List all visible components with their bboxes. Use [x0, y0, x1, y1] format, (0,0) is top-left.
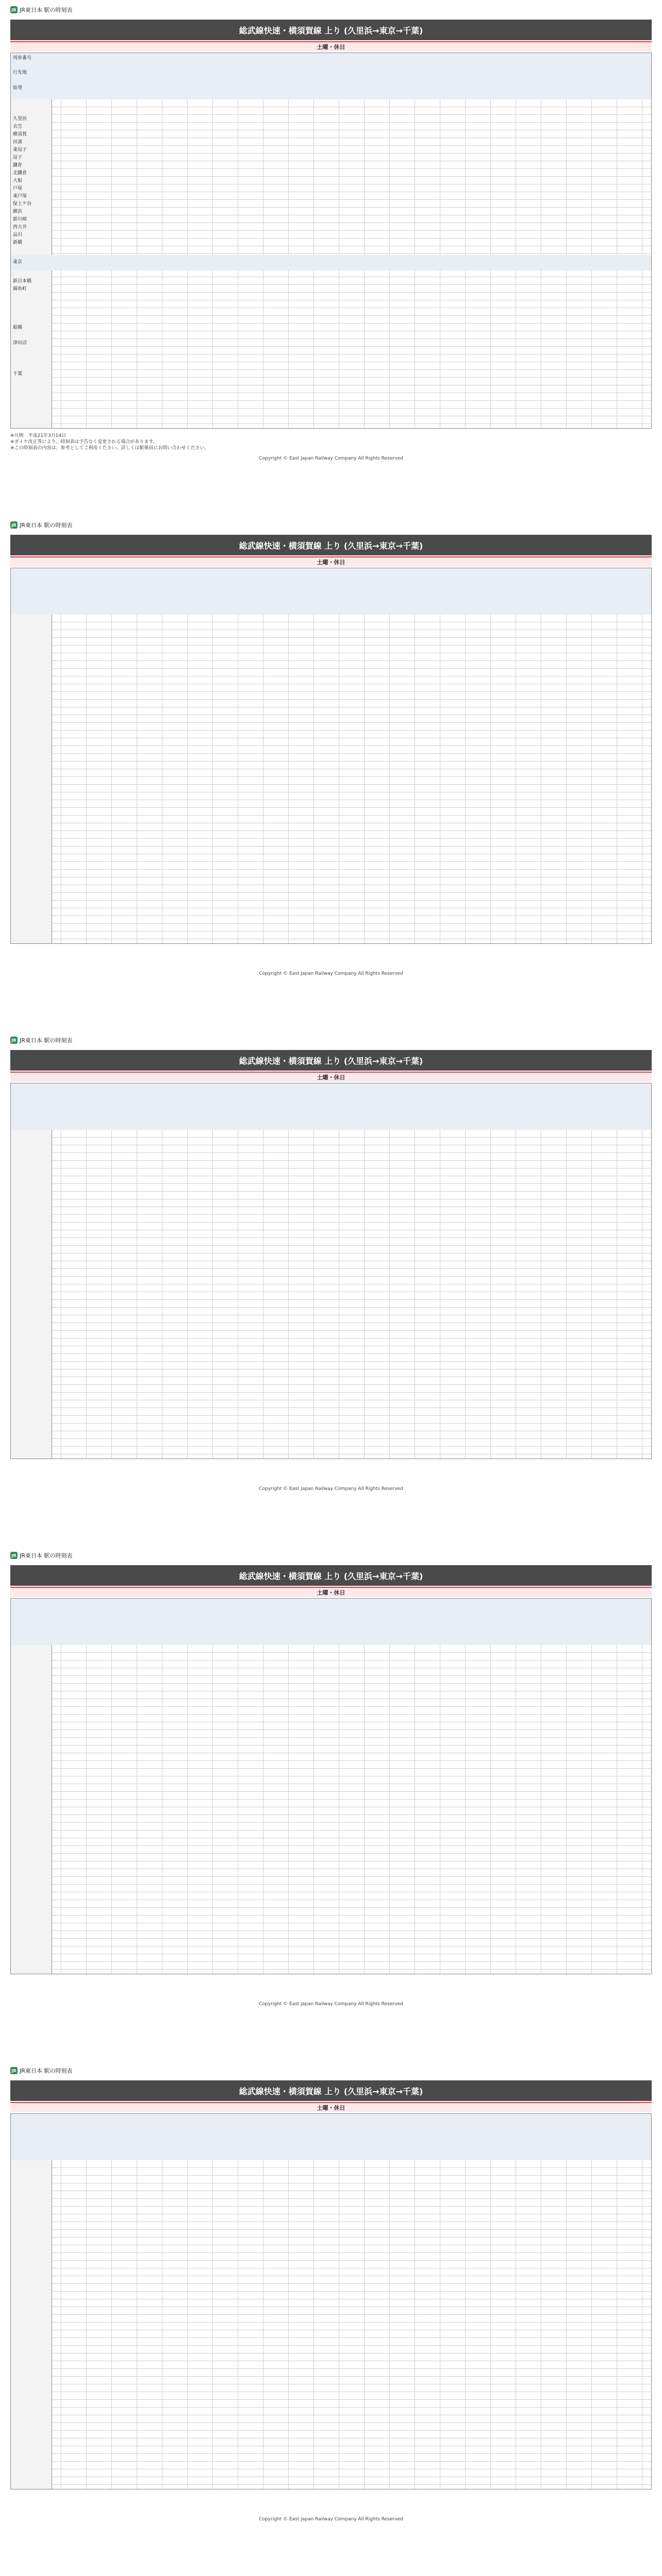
- timetable-page-2: [0, 515, 662, 1030]
- brand-text: JR東日本 駅の時刻表: [20, 1037, 73, 1044]
- timetable-page-4: [0, 1546, 662, 2061]
- note-line: ※凡例 平成21年3月14日: [10, 433, 67, 438]
- timetable-page-3: [0, 1030, 662, 1546]
- timetable-title: 総武線快速・横須賀線 上り (久里浜→東京→千葉): [10, 1050, 652, 1071]
- train-info-band: [11, 1599, 651, 1645]
- jr-small-logo-icon: JR: [10, 6, 18, 13]
- row-label-higashi-totsuka: 東戸塚: [13, 194, 27, 199]
- station-label-column: [11, 568, 52, 943]
- timetable-grid: [10, 2113, 652, 2489]
- brand-header: [10, 4, 652, 15]
- row-label-taura: 田浦: [13, 140, 23, 145]
- copyright: Copyright © East Japan Railway Company All Rights Reserved: [259, 2002, 403, 2007]
- row-label-kurihama: 久里浜: [13, 116, 27, 122]
- row-label-ofuna: 大船: [13, 178, 23, 183]
- train-info-band: [11, 1083, 651, 1130]
- copyright: Copyright © East Japan Railway Company All Rights Reserved: [259, 456, 403, 461]
- row-label-kinugasa: 衣笠: [13, 124, 23, 129]
- row-label-zushi: 逗子: [13, 155, 23, 160]
- row-label-chiba: 千葉: [13, 371, 23, 377]
- timetable-grid: [10, 53, 652, 429]
- row-label-origin: 始発: [13, 86, 23, 91]
- brand-text: JR東日本 駅の時刻表: [20, 1552, 73, 1559]
- row-label-tokyo: 東京: [13, 260, 23, 265]
- station-label-column: [11, 1083, 52, 1459]
- jr-small-logo-icon: JR: [10, 2067, 18, 2074]
- note-line: ※ダイヤ改正等により、時刻表は予告なく変更される場合があります。: [10, 439, 158, 445]
- train-info-band: [11, 568, 651, 615]
- row-label-totsuka: 戸塚: [13, 186, 23, 191]
- timetable-title: 総武線快速・横須賀線 上り (久里浜→東京→千葉): [10, 535, 652, 555]
- row-label-tsudanuma: 津田沼: [13, 341, 27, 346]
- timetable-grid: [10, 1598, 652, 1974]
- brand-text: JR東日本 駅の時刻表: [20, 2067, 73, 2074]
- row-label-kita-kamakura: 北鎌倉: [13, 171, 27, 176]
- row-label-shinagawa: 品川: [13, 232, 23, 238]
- brand-header: [10, 519, 652, 531]
- copyright: Copyright © East Japan Railway Company All Rights Reserved: [259, 971, 403, 976]
- row-label-higashi-zushi: 東逗子: [13, 147, 27, 152]
- row-label-destination: 行先地: [13, 70, 27, 75]
- jr-small-logo-icon: JR: [10, 1037, 18, 1044]
- timetable-page-1: [0, 0, 662, 515]
- timetable-title: 総武線快速・横須賀線 上り (久里浜→東京→千葉): [10, 20, 652, 40]
- jr-small-logo-icon: JR: [10, 521, 18, 529]
- brand-header: [10, 2065, 652, 2076]
- copyright: Copyright © East Japan Railway Company All Rights Reserved: [259, 1486, 403, 1492]
- timetable-title: 総武線快速・横須賀線 上り (久里浜→東京→千葉): [10, 1565, 652, 1586]
- row-label-yokosuka: 横須賀: [13, 132, 27, 137]
- train-info-band: [11, 2114, 651, 2160]
- brand-text: JR東日本 駅の時刻表: [20, 522, 73, 529]
- timetable-page-5: [0, 2061, 662, 2576]
- row-label-shimbashi: 新橋: [13, 240, 23, 245]
- day-type-label: 土曜・休日: [10, 41, 652, 52]
- notes: [10, 433, 371, 451]
- brand-header: [10, 1550, 652, 1561]
- day-type-label: 土曜・休日: [10, 1072, 652, 1082]
- brand-header: [10, 1035, 652, 1046]
- station-label-column: [11, 1599, 52, 1974]
- day-type-label: 土曜・休日: [10, 2102, 652, 2112]
- copyright: Copyright © East Japan Railway Company All Rights Reserved: [259, 2517, 403, 2522]
- note-line: ※この時刻表の内容は、参考としてご利用ください。詳しくは駅係員にお問い合わせください。: [10, 446, 209, 451]
- station-label-column: [11, 2114, 52, 2489]
- train-info-band: [11, 53, 651, 99]
- row-label-funabashi: 船橋: [13, 325, 23, 330]
- day-type-label: 土曜・休日: [10, 556, 652, 567]
- row-label-shin-kawasaki: 新川崎: [13, 217, 27, 222]
- row-label-shin-nihombashi: 新日本橋: [13, 279, 32, 284]
- row-label-kamakura: 鎌倉: [13, 163, 23, 168]
- row-label-train-number: 列車番号: [13, 56, 32, 61]
- brand-text: JR東日本 駅の時刻表: [20, 7, 73, 13]
- row-label-hodogaya: 保土ケ谷: [13, 201, 32, 207]
- jr-small-logo-icon: JR: [10, 1552, 18, 1559]
- row-label-kinshicho: 錦糸町: [13, 286, 27, 292]
- timetable-grid: [10, 568, 652, 944]
- timetable-grid: [10, 1083, 652, 1459]
- row-label-nishi-oi: 西大井: [13, 225, 27, 230]
- tokyo-band: [11, 255, 651, 270]
- row-label-yokohama: 横浜: [13, 209, 23, 214]
- day-type-label: 土曜・休日: [10, 1587, 652, 1597]
- timetable-title: 総武線快速・横須賀線 上り (久里浜→東京→千葉): [10, 2080, 652, 2101]
